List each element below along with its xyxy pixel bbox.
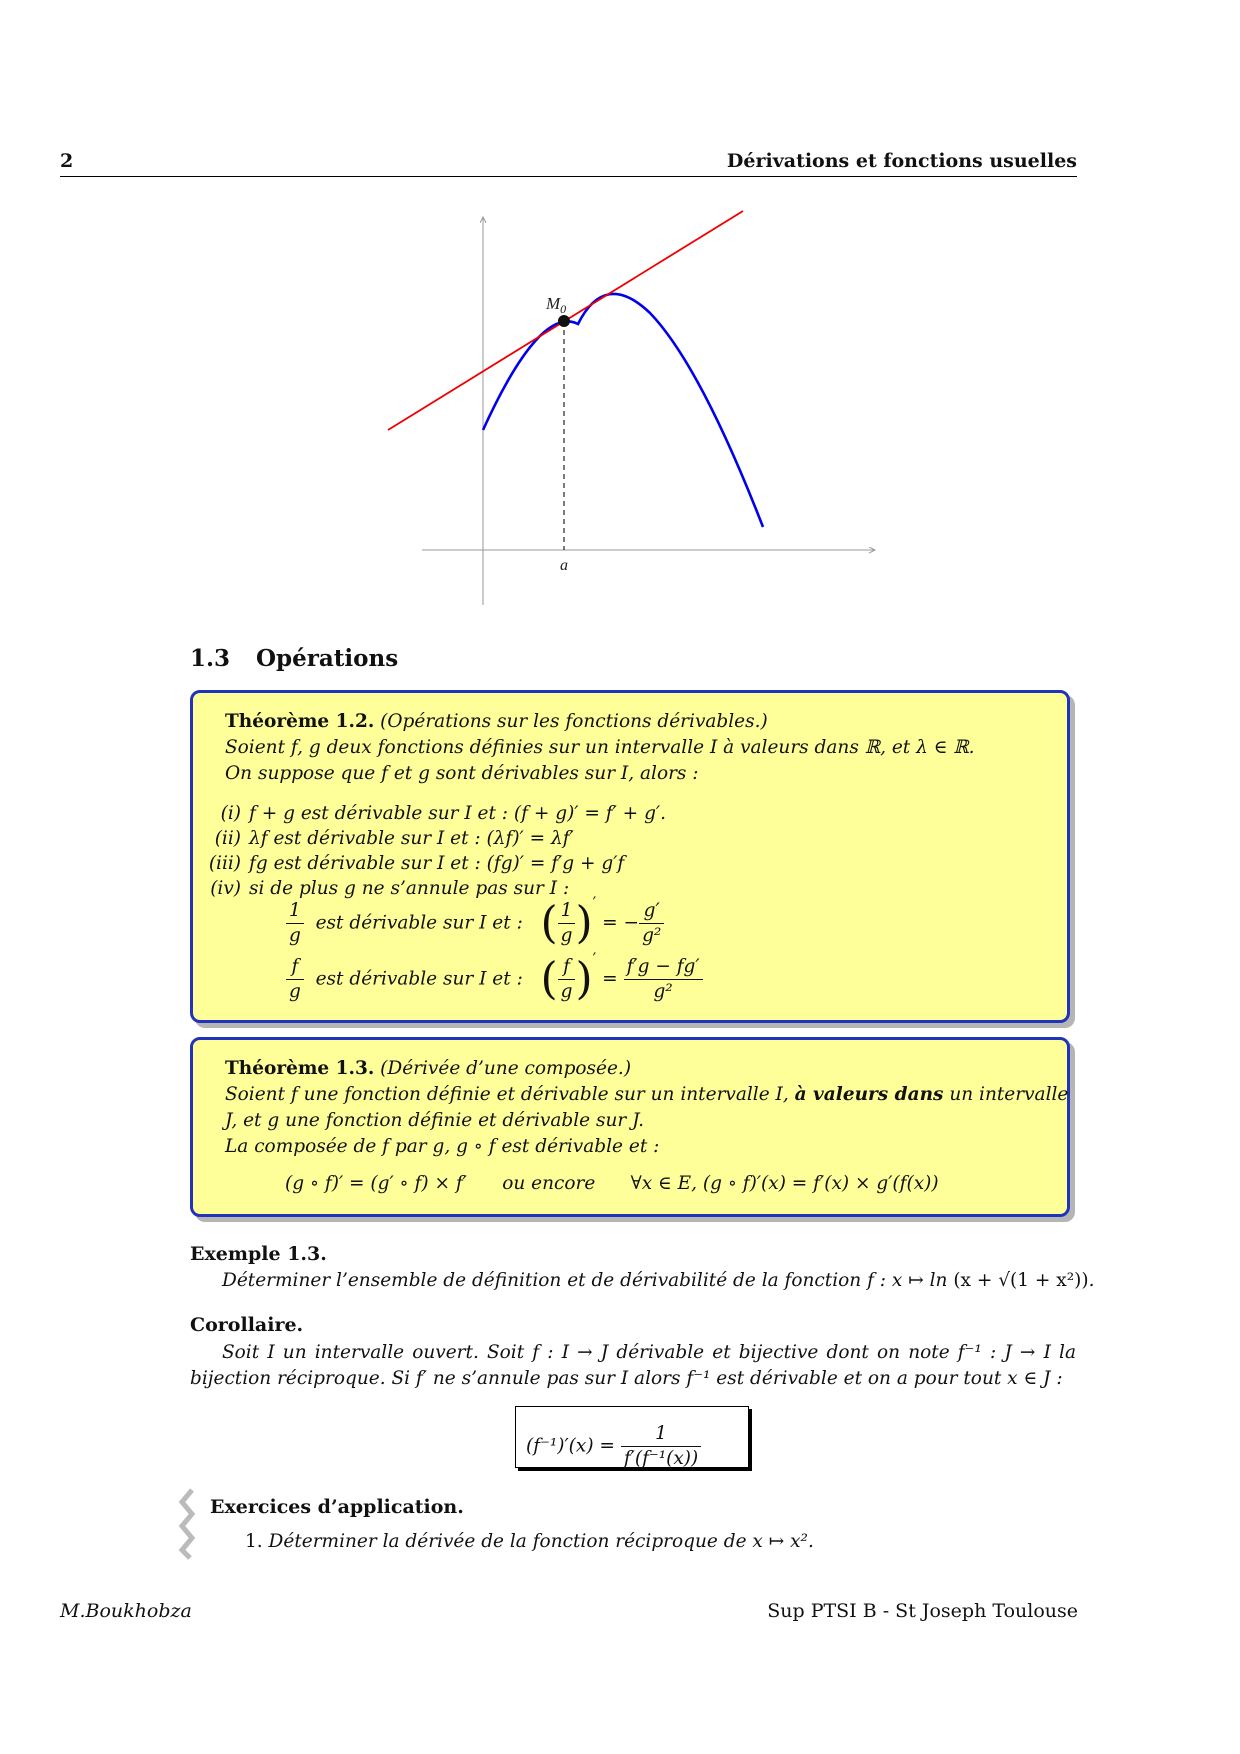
- running-title: Dérivations et fonctions usuelles: [726, 150, 1077, 172]
- page-header: [60, 150, 1077, 177]
- inverse-derivative-formula: (f⁻¹)′(x) = $\frac{1}{\text{f′(f⁻¹(x))}}$: [515, 1406, 749, 1468]
- list-item: (iii) fg est dérivable sur I et : (fg)′ = f′g + g′f: [208, 853, 625, 874]
- point-m0: [558, 315, 570, 327]
- footer-author: M.Boukhobza: [60, 1600, 192, 1622]
- section-heading: [190, 645, 398, 672]
- theorem-line: Soient f une fonction définie et dérivable sur un intervalle I, à valeurs dans un intervalle: [225, 1084, 1069, 1105]
- corollary-text: Soit I un intervalle ouvert. Soit f : I → J dérivable et bijective dont on note f⁻¹ : J → I la bijection réciproque. Si f′ ne s’annule pas sur I alors f⁻¹ est dérivable et on a pour tout x ∈ J :: [190, 1342, 1076, 1389]
- tangent-figure: [370, 205, 890, 615]
- list-item: (iv) si de plus g ne s’annule pas sur I :: [210, 878, 570, 899]
- page-number: 2: [60, 150, 74, 172]
- example-label: Exemple 1.3.: [190, 1243, 327, 1265]
- theorem-line: Soient f, g deux fonctions définies sur un intervalle I à valeurs dans ℝ, et λ ∈ ℝ.: [225, 737, 975, 758]
- theorem-subtitle: (Opérations sur les fonctions dérivables.): [380, 711, 768, 732]
- zigzag-decoration-icon: [178, 1488, 198, 1560]
- example-text: Déterminer l’ensemble de définition et de dérivabilité de la fonction f : x ↦ ln (x + √(1 + x²)).: [222, 1270, 1095, 1291]
- theorem-label: Théorème 1.2.: [225, 711, 375, 732]
- theorem-1-3-box: [190, 1037, 1070, 1217]
- corollary-label: Corollaire.: [190, 1314, 304, 1336]
- section-number: 1.3: [190, 645, 231, 672]
- theorem-label: Théorème 1.3.: [225, 1058, 375, 1079]
- list-item: (ii) λf est dérivable sur I et : (λf)′ = λf′: [214, 828, 574, 849]
- x-tick-label: a: [560, 557, 568, 574]
- list-item: (i) f + g est dérivable sur I et : (f + g)′ = f′ + g′.: [220, 803, 666, 824]
- quotient-rule: $\frac{f}{g}$ est dérivable sur I et : ( $\frac{f}{g}$ )′ = $\frac{f'g - fg'}{\text{g²}}$: [286, 955, 703, 1004]
- theorem-line: La composée de f par g, g ∘ f est dérivable et :: [225, 1136, 660, 1157]
- section-title: Opérations: [256, 645, 399, 672]
- footer-class-info: Sup PTSI B - St Joseph Toulouse: [767, 1600, 1078, 1622]
- point-label: $M_0$: [546, 294, 567, 316]
- theorem-line: On suppose que f et g sont dérivables sur I, alors :: [225, 763, 699, 784]
- theorem-line: J, et g une fonction définie et dérivable sur J.: [225, 1110, 644, 1131]
- composition-formula: (g ∘ f)′ = (g′ ∘ f) × f′ ou encore ∀x ∈ E, (g ∘ f)′(x) = f′(x) × g′(f(x)): [285, 1173, 939, 1194]
- exercise-item: 1. Déterminer la dérivée de la fonction réciproque de x ↦ x².: [245, 1531, 814, 1552]
- function-curve: [483, 294, 763, 527]
- theorem-subtitle: (Dérivée d’une composée.): [380, 1058, 632, 1079]
- exercises-label: Exercices d’application.: [210, 1496, 464, 1518]
- theorem-1-2-box: [190, 690, 1070, 1023]
- quotient-inverse-rule: $\frac{1}{g}$ est dérivable sur I et : ( $\frac{1}{g}$ )′ = − $\frac{g'}{\text{g²}}$: [286, 899, 664, 948]
